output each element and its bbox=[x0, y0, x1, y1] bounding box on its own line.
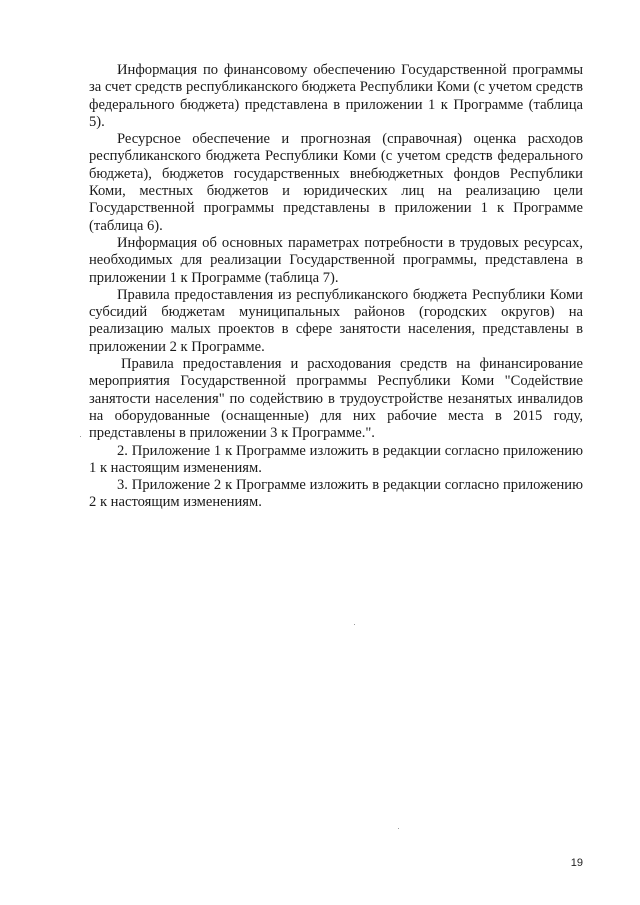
paragraph-spending-rules: Правила предоставления и расходования средств на финансирование мероприятия Государственной программы Республики Коми "Содействие занятости населения" по содействию в трудоустройстве незанятых инвалидов на оборудованные (оснащенные) для них рабочие места в 2015 году, представлены в приложении 3 к Программе.". bbox=[89, 356, 583, 442]
paragraph-financial-info: Информация по финансовому обеспечению Государственной программы за счет средств республиканского бюджета Республики Коми (с учетом средств федерального бюджета) представлена в приложении 1 к Программе (таблица 5). bbox=[89, 62, 583, 130]
paragraph-labor-resources: Информация об основных параметрах потребности в трудовых ресурсах, необходимых для реализации Государственной программы, представлена в приложении 1 к Программе (таблица 7). bbox=[89, 234, 583, 286]
scan-speck bbox=[398, 828, 399, 829]
paragraph-amendment-2: 2. Приложение 1 к Программе изложить в редакции согласно приложению 1 к настоящим изменениям. bbox=[89, 442, 583, 476]
page-number: 19 bbox=[570, 857, 583, 869]
paragraph-amendment-3: 3. Приложение 2 к Программе изложить в редакции согласно приложению 2 к настоящим изменениям. bbox=[89, 477, 583, 511]
document-body bbox=[89, 62, 583, 512]
paragraph-subsidy-rules: Правила предоставления из республиканского бюджета Республики Коми субсидий бюджетам муниципальных районов (городских округов) на реализацию малых проектов в сфере занятости населения, представлены в приложении 2 к Программе. bbox=[89, 286, 583, 355]
paragraph-resource-provision: Ресурсное обеспечение и прогнозная (справочная) оценка расходов республиканского бюджета Республики Коми (с учетом средств федерального бюджета), бюджетов государственных внебюджетных фондов Республики Коми, местных бюджетов и юридических лиц на реализацию цели Государственной программы представлены в приложении 1 к Программе (таблица 6). bbox=[89, 131, 583, 234]
scan-speck bbox=[354, 624, 355, 625]
scan-speck bbox=[80, 436, 81, 437]
